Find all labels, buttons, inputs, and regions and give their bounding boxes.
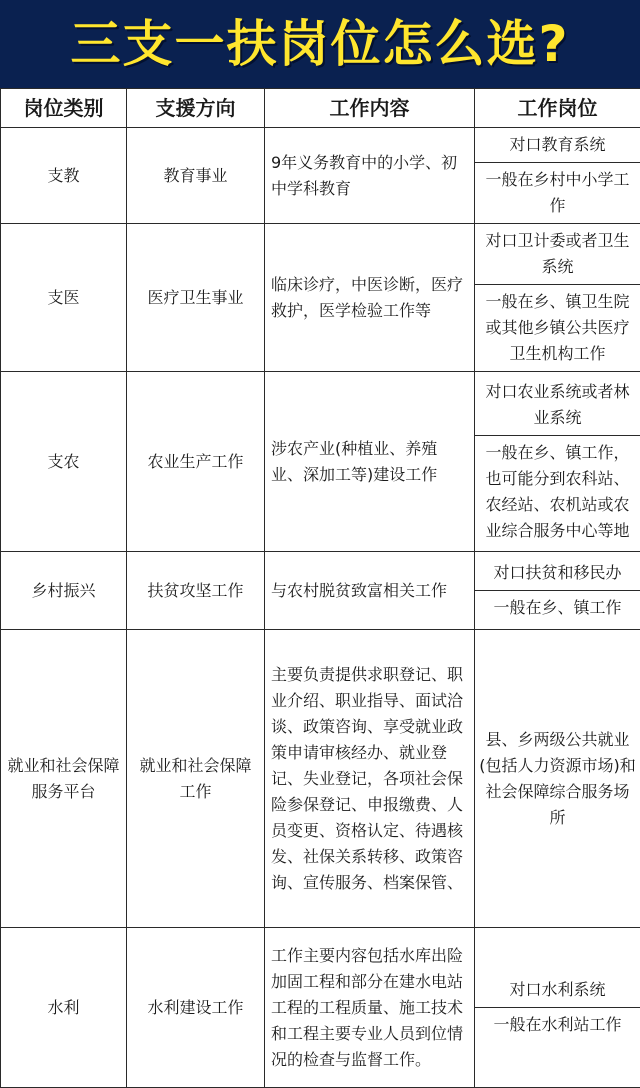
header-post: 工作岗位 [475,89,640,128]
table-row [1,630,640,928]
job-table [0,88,640,1088]
post-item: 对口农业系统或者林业系统 [475,375,640,435]
direction-cell: 医疗卫生事业 [127,224,265,372]
category-cell: 水利 [1,928,127,1088]
direction-cell: 教育事业 [127,128,265,224]
category-cell: 乡村振兴 [1,552,127,630]
header-category: 岗位类别 [1,89,127,128]
title-banner [0,0,640,88]
table-row [1,224,640,372]
post-cell [475,224,640,372]
content-cell: 临床诊疗，中医诊断，医疗救护，医学检验工作等 [265,224,475,372]
direction-cell: 农业生产工作 [127,372,265,552]
page-title: 三支一扶岗位怎么选? [0,8,640,80]
post-item: 一般在乡村中小学工作 [475,162,640,223]
header-direction: 支援方向 [127,89,265,128]
post-item: 对口卫计委或者卫生系统 [475,224,640,284]
direction-cell: 就业和社会保障工作 [127,630,265,928]
post-cell [475,128,640,224]
post-item: 一般在水利站工作 [475,1007,640,1042]
content-cell: 涉农产业(种植业、养殖业、深加工等)建设工作 [265,372,475,552]
table-row [1,552,640,630]
post-item: 县、乡两级公共就业(包括人力资源市场)和社会保障综合服务场所 [475,723,640,835]
content-cell: 工作主要内容包括水库出险加固工程和部分在建水电站工程的工程质量、施工技术和工程主要专业人员到位情况的检查与监督工作。 [265,928,475,1088]
content-cell: 与农村脱贫致富相关工作 [265,552,475,630]
table-row [1,372,640,552]
content-cell: 主要负责提供求职登记、职业介绍、职业指导、面试洽谈、政策咨询、享受就业政策申请审核经办、就业登记、失业登记，各项社会保险参保登记、申报缴费、人员变更、资格认定、待遇核发、社保关系转移、政策咨询、宣传服务、档案保管、 [265,630,475,928]
post-item: 对口扶贫和移民办 [475,556,640,590]
post-cell [475,372,640,552]
table-row [1,928,640,1088]
header-content: 工作内容 [265,89,475,128]
post-item: 一般在乡、镇卫生院或其他乡镇公共医疗卫生机构工作 [475,284,640,371]
header-row [1,89,640,128]
content-cell: 9年义务教育中的小学、初中学科教育 [265,128,475,224]
post-item: 对口教育系统 [475,128,640,162]
post-cell [475,928,640,1088]
post-cell [475,552,640,630]
category-cell: 支医 [1,224,127,372]
direction-cell: 水利建设工作 [127,928,265,1088]
post-item: 一般在乡、镇工作，也可能分到农科站、农经站、农机站或农业综合服务中心等地 [475,435,640,548]
post-cell [475,630,640,928]
table-row [1,128,640,224]
post-item: 一般在乡、镇工作 [475,590,640,625]
post-item: 对口水利系统 [475,973,640,1007]
category-cell: 就业和社会保障服务平台 [1,630,127,928]
category-cell: 支农 [1,372,127,552]
direction-cell: 扶贫攻坚工作 [127,552,265,630]
category-cell: 支教 [1,128,127,224]
